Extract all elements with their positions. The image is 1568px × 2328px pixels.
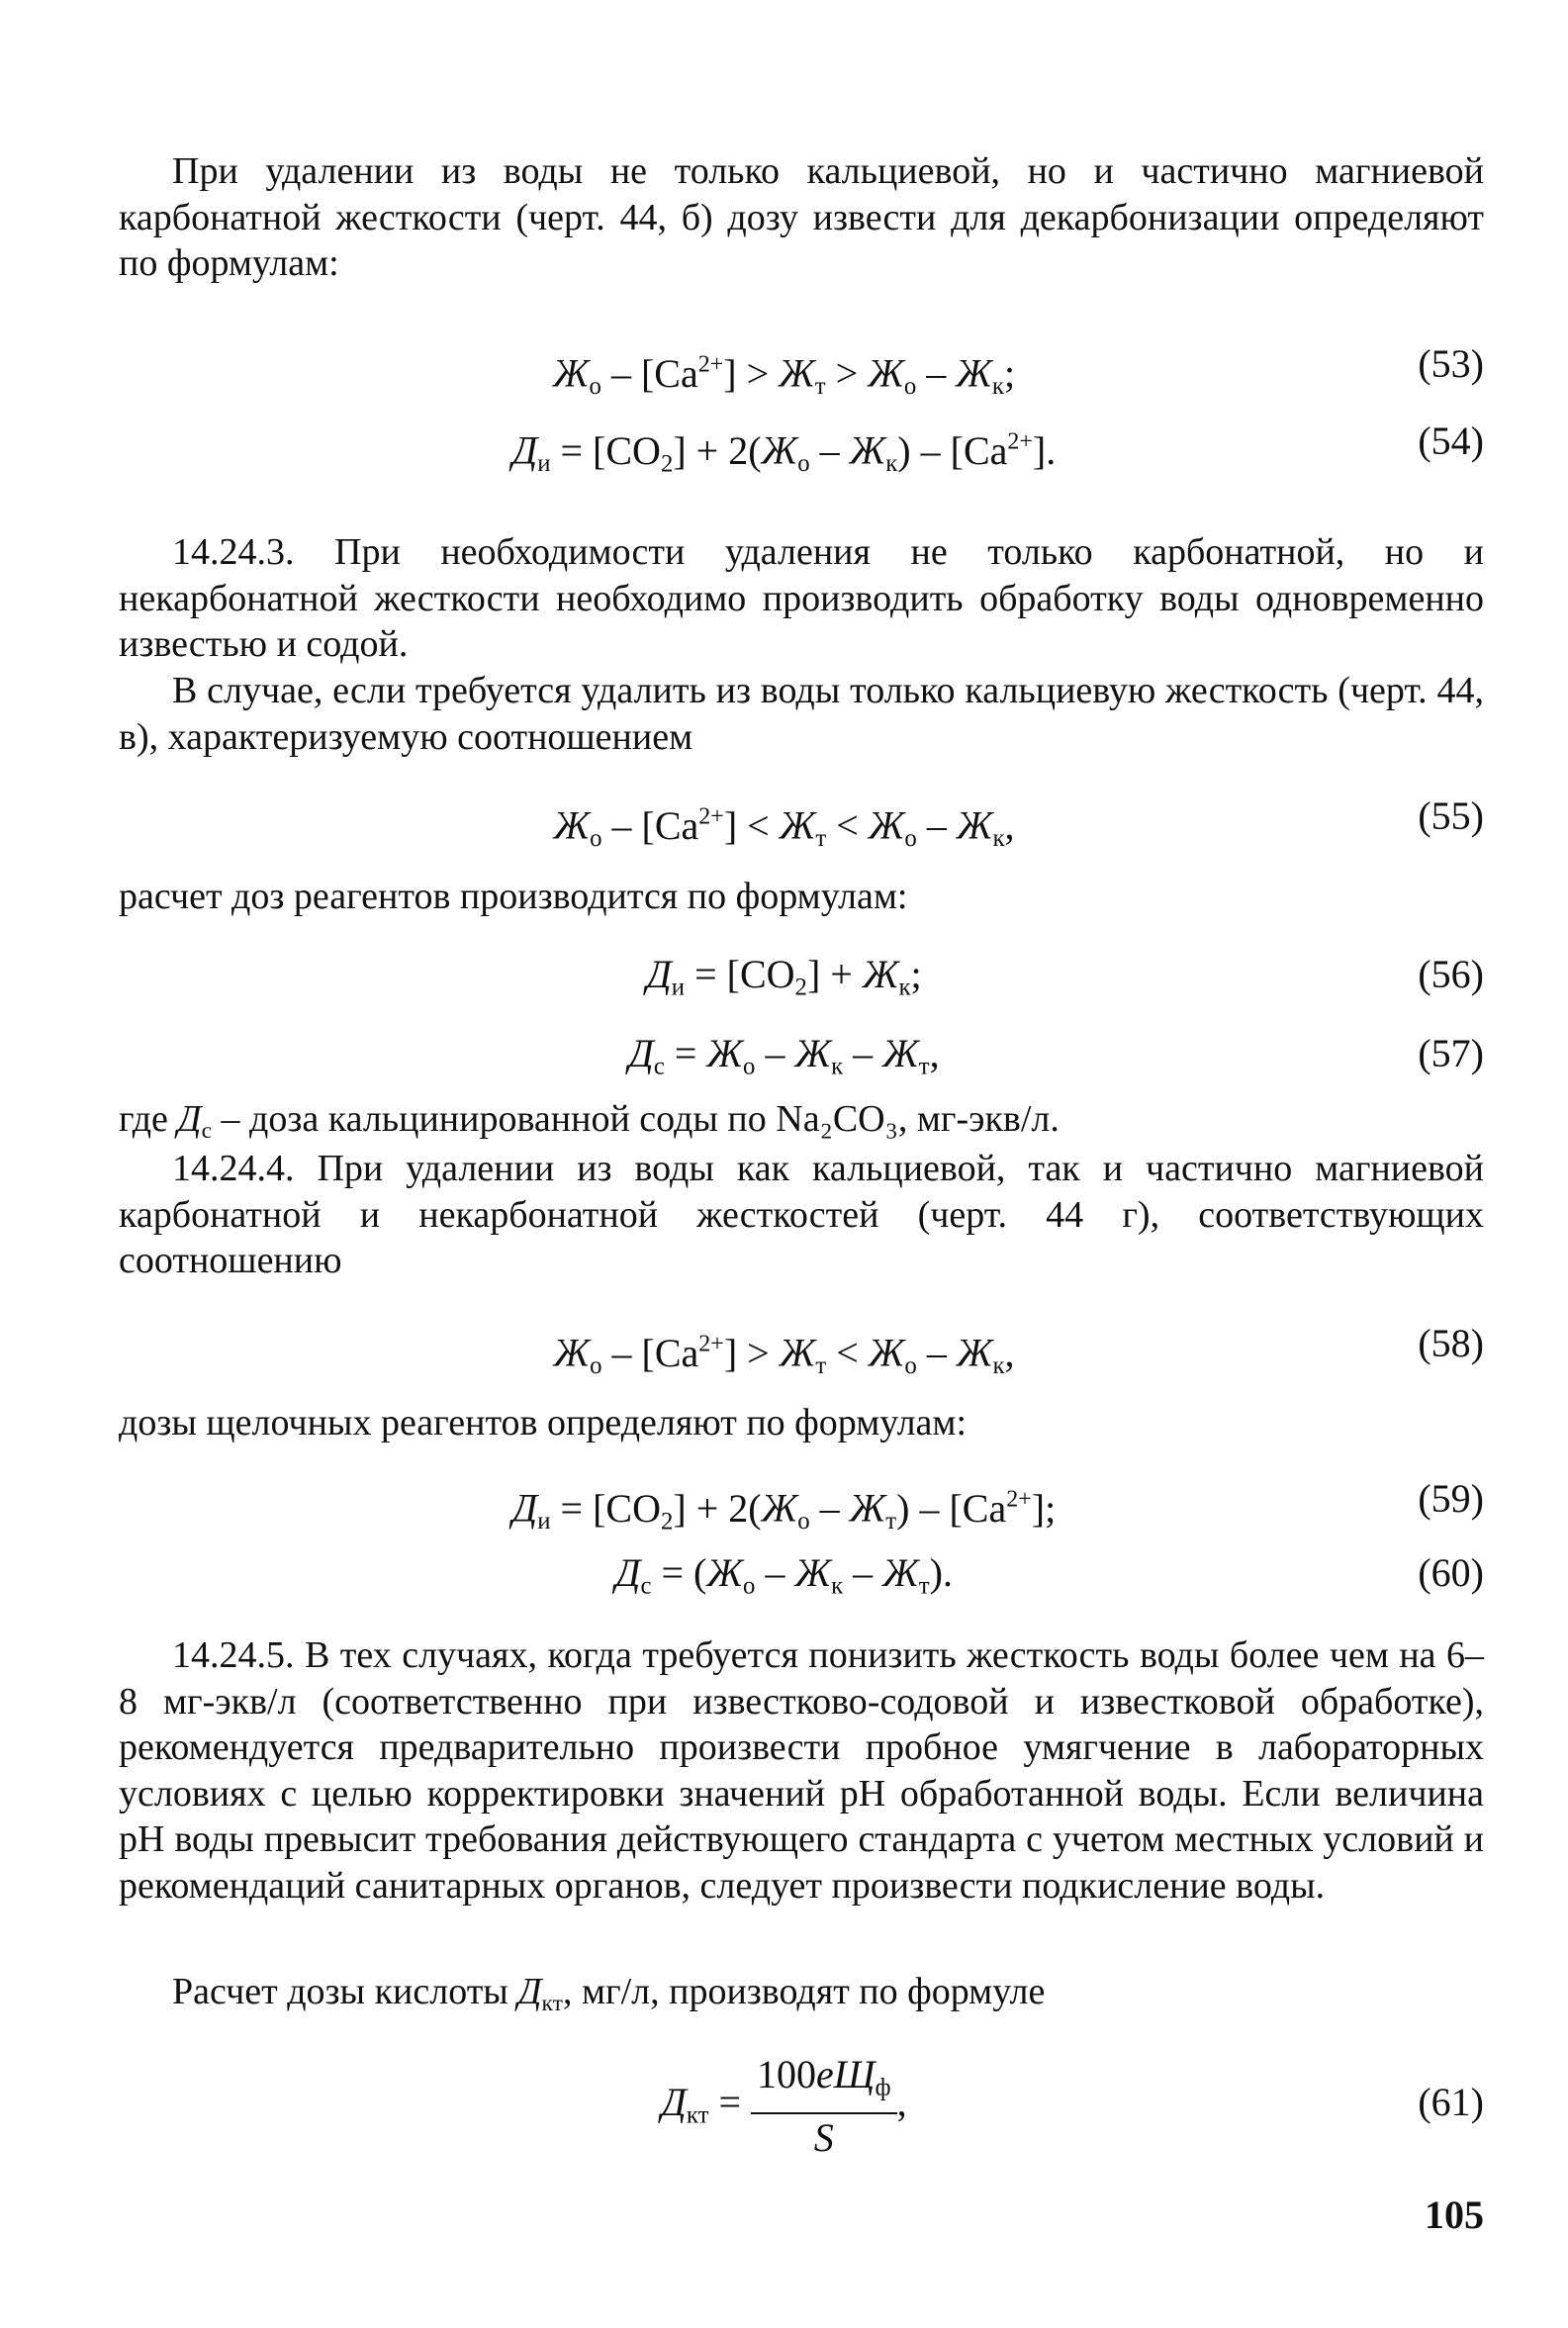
- formula-60: [0, 1543, 1568, 1603]
- paragraph-reagent-doses: расчет доз реагентов производится по формулам:: [119, 876, 908, 917]
- formula-60-expression: $Д_с = (Ж_о - Ж_к - Ж_т)$.: [615, 1550, 953, 1600]
- formula-54-expression: $Д_и = [CO_2] + 2(Ж_о - Ж_к) - [Ca^{2+}]$.: [511, 427, 1057, 478]
- paragraph-14-24-4: 14.24.4. При удалении из воды как кальциевой, так и частично магниевой карбонатной и некарбонатной жесткостей (черт. 44 г), соответствующих соотношению: [119, 1148, 1484, 1281]
- formula-56: [0, 945, 1568, 1004]
- acid-dose-symbol: Д: [517, 1971, 542, 2012]
- formula-59: [0, 1469, 1568, 1536]
- formula-57-expression: $Д_с = Ж_о - Ж_к - Ж_т$,: [628, 1031, 940, 1080]
- formula-61-fraction: $\frac{100eЩ_ф}{S}$: [751, 2051, 897, 2161]
- formula-61-expression: $Д_{кт}$ = $\frac{100eЩ_ф}{S}$ ,: [661, 2052, 907, 2160]
- formula-55-number: (55): [1418, 793, 1484, 838]
- formula-61: [0, 2048, 1568, 2160]
- formula-58-number: (58): [1418, 1321, 1484, 1365]
- formula-53: [0, 334, 1568, 401]
- formula-55-expression: $Ж_о - [Ca^{2+}] < Ж_т < Ж_о - Ж_к$,: [553, 802, 1015, 853]
- formula-55: [0, 787, 1568, 853]
- definition-symbol-subscript: с: [201, 1118, 213, 1145]
- paragraph-calcium-magnesium-carbonate: При удалении из воды не только кальциевой, но и частично магниевой карбонатной жесткости (черт. 44, б) дозу извести для декарбонизации определяют по формулам:: [119, 150, 1484, 284]
- formula-59-expression: $Д_и = [CO_2] + 2(Ж_о - Ж_т) - [Ca^{2+}]$;: [511, 1485, 1057, 1536]
- formula-59-number: (59): [1418, 1476, 1484, 1521]
- definition-symbol: Д: [177, 1098, 202, 1140]
- formula-57: [0, 1024, 1568, 1083]
- acid-dose-text: , мг/л, производят по формуле: [562, 1971, 1046, 2012]
- formula-56-number: (56): [1418, 952, 1484, 996]
- formula-54-number: (54): [1418, 419, 1484, 463]
- definition-text: – доза кальцинированной соды по Na₂CO₃, мг-экв/л.: [212, 1098, 1060, 1140]
- definition-prefix: где: [119, 1098, 178, 1140]
- formula-53-expression: $Ж_о - [Ca^{2+}] > Ж_т > Ж_о - Ж_к$;: [552, 350, 1016, 401]
- paragraph-calcium-only: В случае, если требуется удалить из воды только кальциевую жесткость (черт. 44, в), характеризуемую соотношением: [119, 670, 1484, 758]
- formula-57-number: (57): [1418, 1031, 1484, 1075]
- acid-dose-prefix: Расчет дозы кислоты: [172, 1971, 518, 2012]
- paragraph-acid-dose: [119, 1969, 1484, 2027]
- page-number: 105: [1425, 2192, 1484, 2237]
- paragraph-14-24-5: 14.24.5. В тех случаях, когда требуется понизить жесткость воды более чем на 6–8 мг-экв/л (соответственно при известково-содовой и известковой обработке), рекомендуется предварительно произвести пробное умягчение в лабораторных условиях с целью корректировки значений pH обработанной воды. Если величина pH воды превысит требования действующего стандарта с учетом местных условий и рекомендаций санитарных органов, следует произвести подкисление воды.: [119, 1634, 1484, 1907]
- formula-56-expression: $Д_и = [CO_2] + Ж_к$;: [646, 952, 922, 1001]
- paragraph-alkaline-reagents: дозы щелочных реагентов определяют по формулам:: [119, 1402, 968, 1443]
- paragraph-14-24-3: 14.24.3. При необходимости удаления не только карбонатной, но и некарбонатной жесткости необходимо производить обработку воды одновременно известью и содой.: [119, 531, 1484, 665]
- formula-61-number: (61): [1418, 2080, 1484, 2124]
- acid-dose-symbol-subscript: кт: [541, 1991, 563, 2017]
- formula-60-number: (60): [1418, 1550, 1484, 1595]
- formula-58: [0, 1314, 1568, 1380]
- formula-58-expression: $Ж_о - [Ca^{2+}] > Ж_т < Ж_о - Ж_к$,: [553, 1330, 1015, 1380]
- formula-53-number: (53): [1418, 341, 1484, 386]
- formula-54: [0, 412, 1568, 478]
